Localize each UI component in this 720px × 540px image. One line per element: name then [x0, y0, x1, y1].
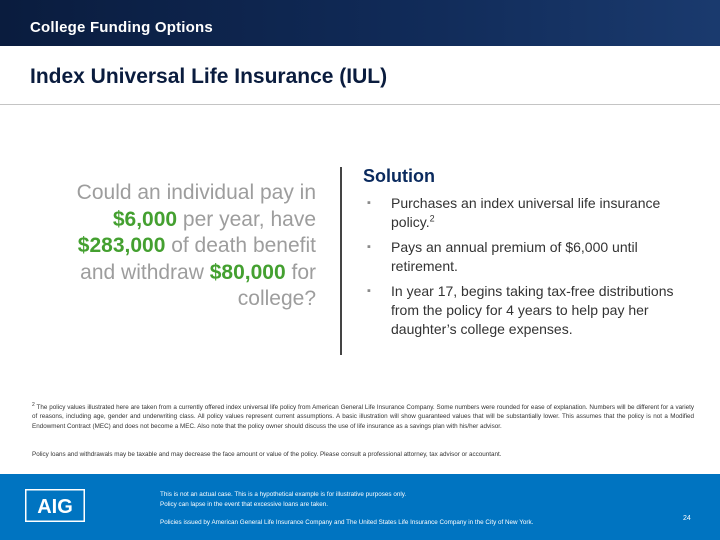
- footer-issuer-note: Policies issued by American General Life Insurance Company and The United States Life Insurance Company in the City of New York.: [160, 519, 534, 526]
- title-divider: [0, 104, 720, 105]
- bullet-square-icon: ▪: [367, 197, 371, 209]
- aig-logo-text: AIG: [37, 496, 73, 518]
- question-part-2: per year, have: [177, 207, 316, 231]
- footer-disclaimer: [160, 490, 660, 510]
- bullet-text: In year 17, begins taking tax-free distributions from the policy for 4 years to help pay her daughter’s college expenses.: [391, 283, 674, 337]
- footer-line-2: Policy can lapse in the event that excessive loans are taken.: [160, 501, 329, 508]
- bullet-square-icon: ▪: [367, 285, 371, 297]
- solution-list: [363, 194, 703, 345]
- footer-line-1: This is not an actual case. This is a hypothetical example is for illustrative purposes only.: [160, 491, 407, 498]
- question-part-1: Could an individual pay in: [76, 181, 316, 204]
- question-part-4: for college?: [237, 260, 316, 310]
- page-number: 24: [683, 515, 691, 522]
- bullet-text: Pays an annual premium of $6,000 until retirement.: [391, 239, 638, 274]
- question-text: [40, 180, 316, 313]
- bullet-text: Purchases an index universal life insurance policy.: [391, 195, 661, 230]
- amount-annual-premium: $6,000: [112, 207, 178, 231]
- footnote-marker: 2: [32, 402, 35, 408]
- footnote-loans: Policy loans and withdrawals may be taxable and may decrease the face amount or value of the policy. Please consult a professional attorney, tax advisor or accountant.: [32, 451, 502, 458]
- solution-heading: Solution: [363, 166, 435, 186]
- footnote-ref: 2: [429, 213, 435, 224]
- solution-bullet: [363, 238, 703, 276]
- header-title: College Funding Options: [30, 19, 213, 36]
- bullet-square-icon: ▪: [367, 241, 371, 253]
- solution-bullet: [363, 282, 703, 339]
- amount-death-benefit: $283,000: [77, 234, 166, 257]
- amount-withdrawal: $80,000: [209, 260, 286, 284]
- aig-logo: [25, 489, 85, 522]
- header-banner: [0, 0, 720, 46]
- footnote-disclosure: [32, 401, 694, 431]
- solution-bullet: [363, 194, 703, 232]
- slide-title: Index Universal Life Insurance (IUL): [30, 65, 388, 88]
- footnote-text: The policy values illustrated here are taken from a currently offered index universal life policy from American General Life Insurance Company. Some numbers were rounded for ease of explanation. Numbers will be different for a variety of reasons, including age, gender and underwriting class. All policy values represent current assumptions. A basic illustration will show guaranteed values that will be substantially lower. This assumes that the policy is not a Modified Endowment Contract (MEC) and does not become a MEC. Also note that the policy owner should discuss the use of life insurance as a savings plan with his/her advisor.: [32, 404, 694, 430]
- question-part-3: of death benefit and withdraw: [80, 234, 316, 284]
- vertical-divider: [340, 167, 342, 355]
